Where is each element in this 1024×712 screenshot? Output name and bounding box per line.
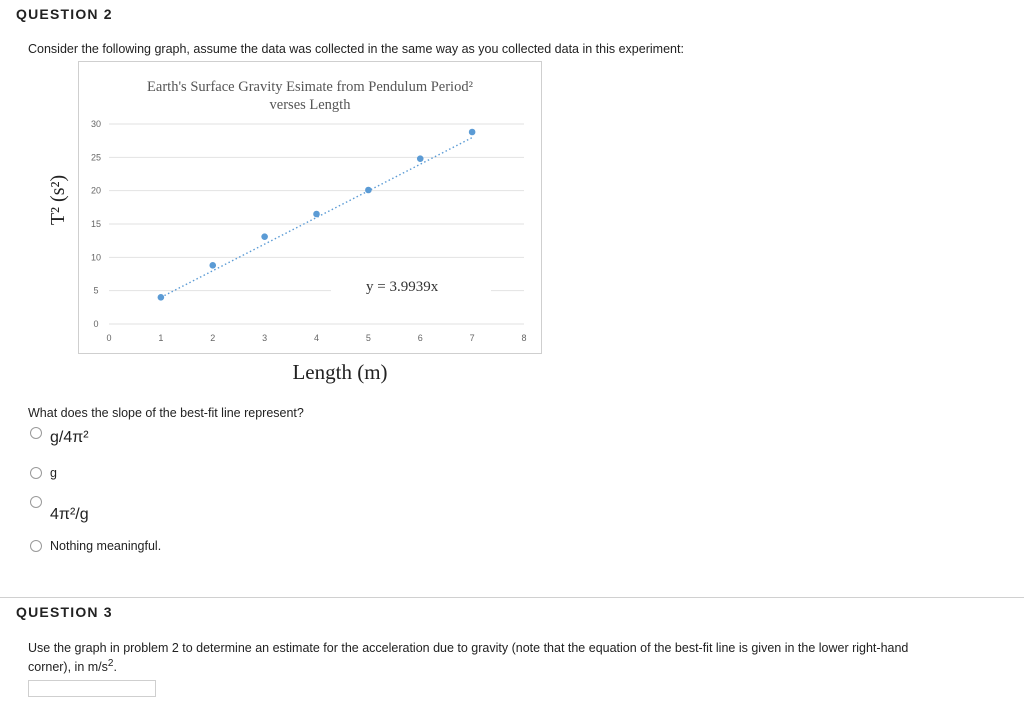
section-divider [0,597,1024,598]
option-nothing-meaningful[interactable] [30,539,161,553]
scatter-chart [79,62,541,353]
question-3-prompt-exponent: 2 [107,658,114,669]
answer-input[interactable] [28,680,156,697]
x-tick-label: 4 [313,333,320,343]
option-g-over-4pi2[interactable] [30,429,89,447]
option-g-over-4pi2-label: g/4π² [50,429,89,446]
x-tick-label: 0 [106,333,112,343]
question-3-prompt-unit: corner), in m/s [28,660,108,675]
y-axis-label: T² (s²) [47,174,69,226]
chart-title-line-1: Earth's Surface Gravity Esimate from Pendulum Period² [147,79,473,95]
x-tick-label: 6 [417,333,423,343]
y-tick-label: 15 [90,219,102,229]
y-tick-label: 25 [90,152,102,163]
option-g-over-4pi2-radio[interactable] [30,427,42,439]
option-4pi2-over-g-radio[interactable] [30,496,42,508]
data-point [261,233,268,240]
option-g-radio[interactable] [30,467,42,479]
option-nothing-meaningful-label: Nothing meaningful. [50,539,162,553]
question-2-prompt: Consider the following graph, assume the data was collected in the same way as you collected data in this experiment: [28,42,684,56]
y-tick-label: 0 [93,319,99,329]
data-point [158,294,165,301]
x-tick-label: 3 [262,333,268,343]
question-2-header: QUESTION 2 [16,6,113,22]
data-point [313,211,320,218]
y-tick-label: 10 [90,252,102,263]
question-3-header: QUESTION 3 [16,604,113,620]
chart-container [78,61,542,354]
option-g[interactable] [30,466,57,480]
data-point [469,129,476,136]
trendline-equation: y = 3.9939x [366,279,439,295]
data-point [365,187,372,194]
chart-title-line-2: verses Length [269,97,351,113]
x-tick-label: 2 [210,333,216,343]
x-tick-label: 8 [521,333,527,343]
question-3-prompt-period: . [113,660,117,675]
option-g-label: g [50,466,57,480]
question-3-prompt-line-2 [28,658,117,674]
y-tick-label: 5 [93,285,99,296]
option-nothing-meaningful-radio[interactable] [30,540,42,552]
x-tick-label: 7 [469,333,475,343]
option-4pi2-over-g[interactable] [30,494,89,524]
data-point [209,262,216,269]
question-3-prompt-line-1: Use the graph in problem 2 to determine an estimate for the acceleration due to gravity (note that the equation of the best-fit line is given in the lower right-hand [28,641,909,655]
data-point [417,155,424,162]
x-tick-label: 5 [365,333,371,343]
y-tick-label: 30 [90,119,102,129]
y-tick-label: 20 [90,185,102,196]
slope-question: What does the slope of the best-fit line represent? [28,406,304,420]
x-axis-label: Length (m) [292,360,388,384]
x-tick-label: 1 [158,333,164,343]
option-4pi2-over-g-label: 4π²/g [50,506,89,523]
